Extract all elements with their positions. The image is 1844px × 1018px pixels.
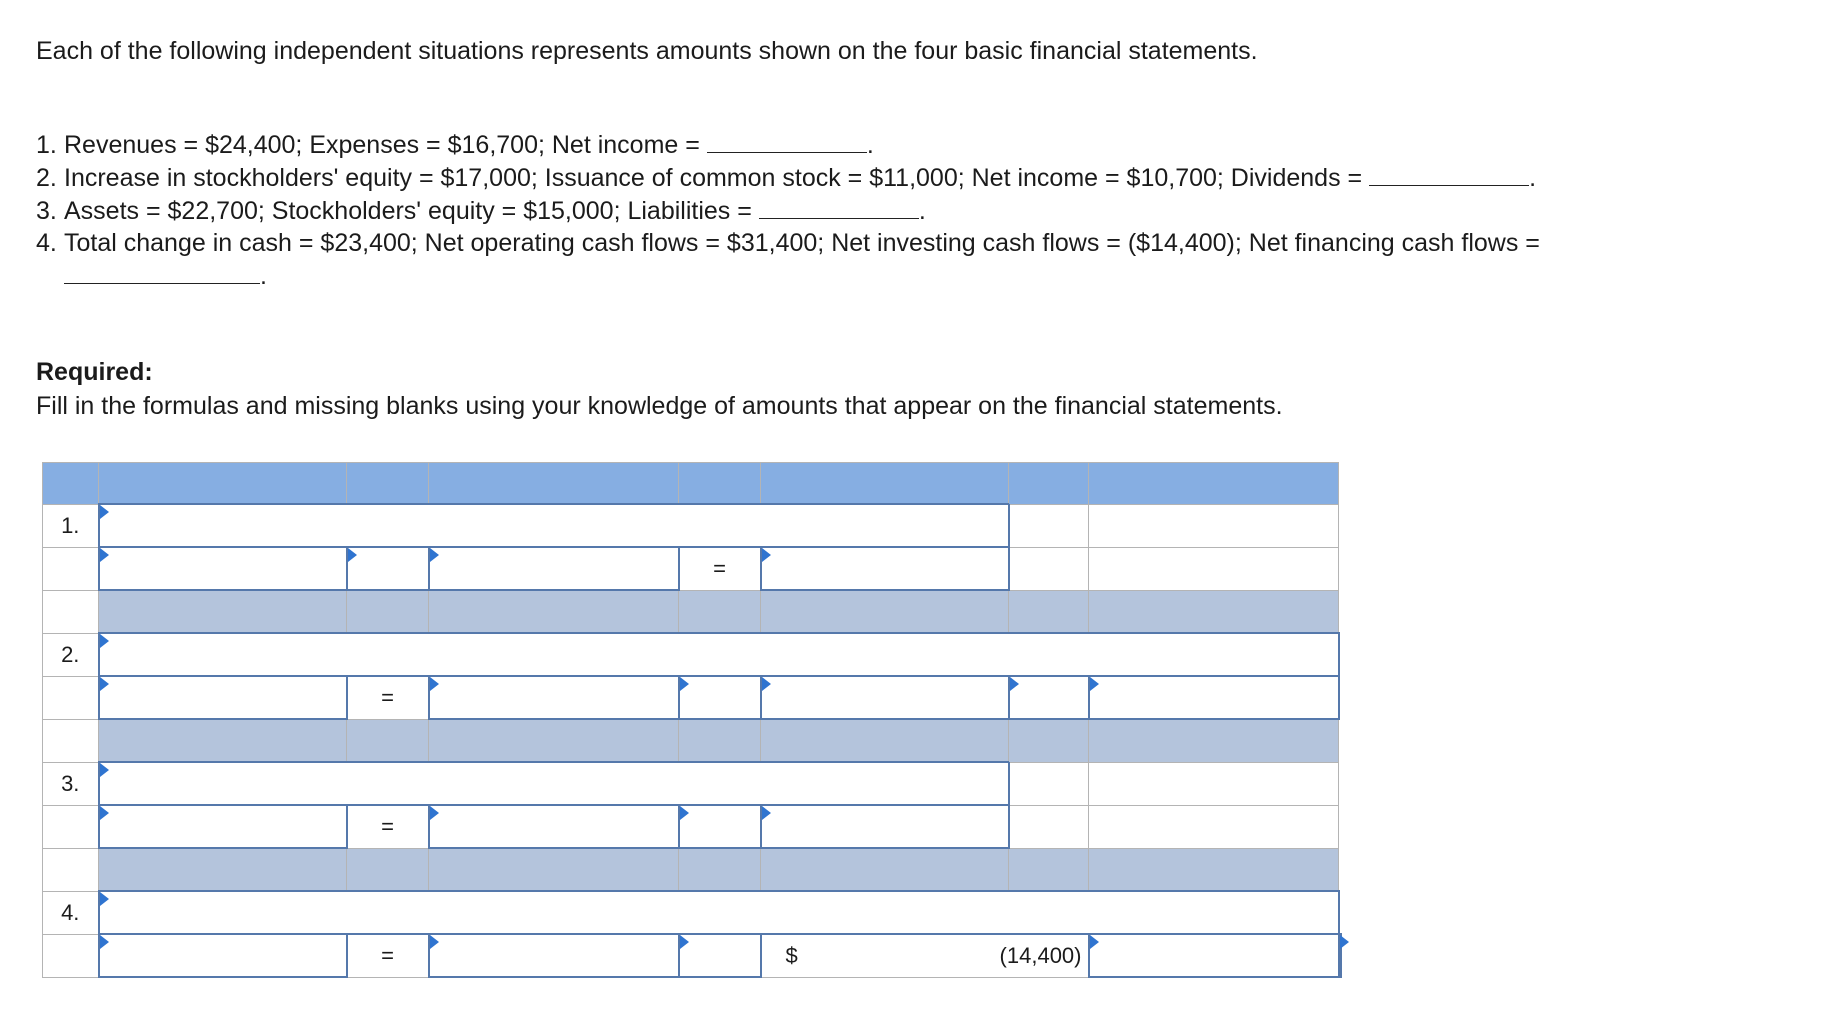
given-amount-cell	[761, 934, 1089, 977]
required-section	[36, 355, 1283, 423]
answer-blank	[64, 259, 260, 284]
table-row	[43, 547, 1341, 590]
table-row	[43, 762, 1341, 805]
situation-2: 2. Increase in stockholders' equity = $17,000; Issuance of common stock = $11,000; Net income = $10,700; Dividends = .	[36, 161, 1540, 194]
amount-input[interactable]	[99, 676, 347, 719]
row-label: 3.	[43, 762, 99, 805]
worksheet-table	[42, 462, 1342, 978]
equals-sign: =	[347, 805, 429, 848]
spacer-row	[43, 719, 1341, 762]
equals-sign: =	[347, 934, 429, 977]
table-row	[43, 633, 1341, 676]
spacer-row	[43, 848, 1341, 891]
table-row	[43, 805, 1341, 848]
situations-list	[36, 128, 1540, 292]
result-input[interactable]	[761, 547, 1009, 590]
situation-4-continued: .	[36, 259, 1540, 292]
amount-input[interactable]	[761, 805, 1009, 848]
amount-input[interactable]	[1089, 676, 1339, 719]
operator-select[interactable]	[1009, 676, 1089, 719]
row-label: 2.	[43, 633, 99, 676]
equals-sign: =	[347, 676, 429, 719]
operator-select[interactable]	[1089, 934, 1339, 977]
formula-label-input[interactable]	[99, 762, 1009, 805]
operator-select[interactable]	[679, 805, 761, 848]
answer-blank	[707, 128, 867, 153]
answer-blank	[759, 194, 919, 219]
situation-1: 1. Revenues = $24,400; Expenses = $16,700; Net income = .	[36, 128, 1540, 161]
table-row	[43, 676, 1341, 719]
amount-input[interactable]	[429, 547, 679, 590]
amount-input[interactable]	[761, 676, 1009, 719]
table-row	[43, 934, 1341, 977]
operator-select[interactable]	[679, 676, 761, 719]
dollar-sign: $	[785, 942, 798, 968]
amount-input[interactable]	[99, 805, 347, 848]
formula-label-input[interactable]	[99, 633, 1339, 676]
required-heading: Required:	[36, 358, 153, 386]
header-row	[43, 463, 1341, 505]
row-label: 1.	[43, 504, 99, 547]
answer-blank	[1369, 161, 1529, 186]
equals-sign: =	[679, 547, 761, 590]
formula-label-input[interactable]	[99, 891, 1339, 934]
formula-label-input[interactable]	[99, 504, 1009, 547]
amount-input[interactable]	[1339, 934, 1341, 977]
operator-select[interactable]	[347, 547, 429, 590]
amount-input[interactable]	[429, 676, 679, 719]
situation-4: 4. Total change in cash = $23,400; Net operating cash flows = $31,400; Net investing cash flows = ($14,400); Net financing cash flows =	[36, 229, 1540, 257]
table-row	[43, 891, 1341, 934]
required-instruction: Fill in the formulas and missing blanks using your knowledge of amounts that appear on the financial statements.	[36, 392, 1283, 420]
intro-text: Each of the following independent situations represents amounts shown on the four basic financial statements.	[36, 37, 1258, 65]
spacer-row	[43, 590, 1341, 633]
situation-3: 3. Assets = $22,700; Stockholders' equity = $15,000; Liabilities = .	[36, 194, 1540, 227]
amount-input[interactable]	[99, 547, 347, 590]
row-label: 4.	[43, 891, 99, 934]
amount-input[interactable]	[429, 934, 679, 977]
given-amount: (14,400)	[999, 942, 1082, 968]
amount-input[interactable]	[429, 805, 679, 848]
table-row	[43, 504, 1341, 547]
operator-select[interactable]	[679, 934, 761, 977]
amount-input[interactable]	[99, 934, 347, 977]
